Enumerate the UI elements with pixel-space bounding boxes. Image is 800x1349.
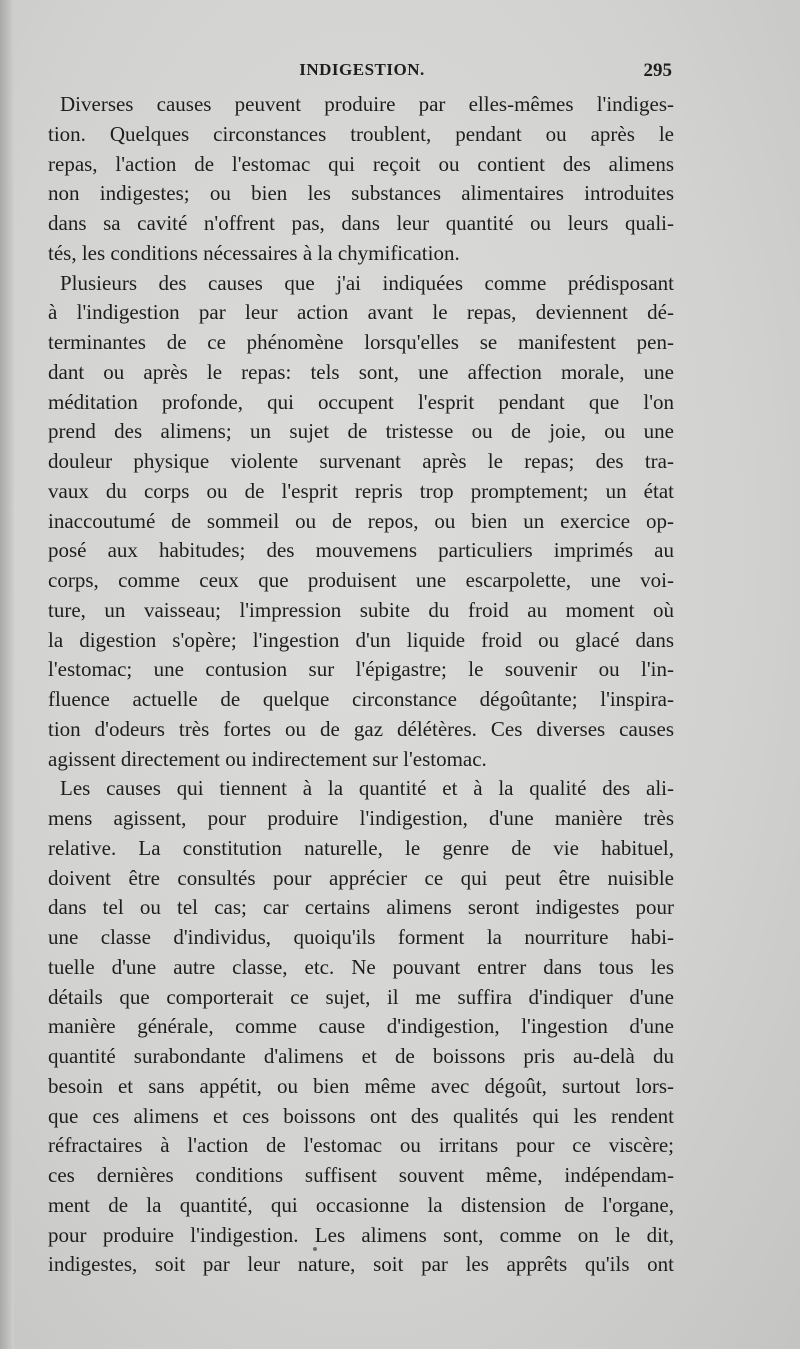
text-line: Diverses causes peuvent produire par elles-mêmes l'indiges- <box>60 92 674 116</box>
text-line: l'estomac; une contusion sur l'épigastre; le souvenir ou l'in- <box>48 657 674 682</box>
text-line: terminantes de ce phénomène lorsqu'elles se manifestent pen- <box>48 330 674 354</box>
text-line: corps, comme ceux que produisent une escarpolette, une voi- <box>48 568 674 592</box>
text-line: que ces alimens et ces boissons ont des qualités qui les rendent <box>48 1103 674 1128</box>
text-line: tion. Quelques circonstances troublent, pendant ou après le <box>48 121 674 146</box>
text-line: tion d'odeurs très fortes ou de gaz délétères. Ces diverses causes <box>48 716 674 741</box>
text-line: tuelle d'une autre classe, etc. Ne pouvant entrer dans tous les <box>48 954 674 979</box>
text-line: indigestes, soit par leur nature, soit par les apprêts qu'ils ont <box>48 1252 674 1277</box>
text-line: fluence actuelle de quelque circonstance dégoûtante; l'inspira- <box>48 687 674 711</box>
text-line: dans sa cavité n'offrent pas, dans leur quantité ou leurs quali- <box>48 211 674 235</box>
paper-speck <box>313 1247 317 1251</box>
text-line: Plusieurs des causes que j'ai indiquées comme prédisposant <box>60 270 674 295</box>
text-line: repas, l'action de l'estomac qui reçoit ou contient des alimens <box>48 151 674 176</box>
running-title: INDIGESTION. <box>299 60 425 79</box>
text-line: Les causes qui tiennent à la quantité et à la qualité des ali- <box>60 776 674 801</box>
text-line: à l'indigestion par leur action avant le repas, deviennent dé- <box>48 300 674 325</box>
text-line: pour produire l'indigestion. Les alimens sont, comme on le dit, <box>48 1222 674 1247</box>
text-line: relative. La constitution naturelle, le genre de vie habituel, <box>48 835 674 860</box>
text-line: agissent directement ou indirectement sur l'estomac. <box>48 746 487 771</box>
text-line: quantité surabondante d'alimens et de boissons pris au-delà du <box>48 1044 674 1068</box>
text-line: inaccoutumé de sommeil ou de repos, ou bien un exercice op- <box>48 508 674 533</box>
text-line: non indigestes; ou bien les substances alimentaires introduites <box>48 181 674 206</box>
page-number: 295 <box>643 60 672 81</box>
text-line: posé aux habitudes; des mouvemens particuliers imprimés au <box>48 538 674 563</box>
text-line: douleur physique violente survenant après le repas; des tra- <box>48 449 674 473</box>
body-text <box>48 90 674 1280</box>
text-line: ment de la quantité, qui occasionne la distension de l'organe, <box>48 1192 674 1217</box>
text-line: réfractaires à l'action de l'estomac ou irritans pour ce viscère; <box>48 1133 674 1158</box>
text-line: dans tel ou tel cas; car certains alimens seront indigestes pour <box>48 895 674 920</box>
page-edge-shadow <box>0 0 14 1349</box>
text-line: ture, un vaisseau; l'impression subite du froid au moment où <box>48 597 674 622</box>
text-line: doivent être consultés pour apprécier ce qui peut être nuisible <box>48 865 674 890</box>
text-line: dant ou après le repas: tels sont, une affection morale, une <box>48 359 674 384</box>
text-line: besoin et sans appétit, ou bien même avec dégoût, surtout lors- <box>48 1073 674 1098</box>
text-line: manière générale, comme cause d'indigestion, l'ingestion d'une <box>48 1014 674 1039</box>
running-head <box>48 60 676 88</box>
text-line: détails que comporterait ce sujet, il me suffira d'indiquer d'une <box>48 984 674 1009</box>
text-line: prend des alimens; un sujet de tristesse ou de joie, ou une <box>48 419 674 444</box>
text-line: la digestion s'opère; l'ingestion d'un liquide froid ou glacé dans <box>48 627 674 652</box>
text-line: vaux du corps ou de l'esprit repris trop promptement; un état <box>48 478 674 503</box>
text-line: ces dernières conditions suffisent souvent même, indépendam- <box>48 1163 674 1187</box>
text-line: mens agissent, pour produire l'indigestion, d'une manière très <box>48 806 674 830</box>
text-line: tés, les conditions nécessaires à la chymification. <box>48 240 460 265</box>
text-line: méditation profonde, qui occupent l'esprit pendant que l'on <box>48 389 674 414</box>
text-line: une classe d'individus, quoiqu'ils forment la nourriture habi- <box>48 925 674 949</box>
